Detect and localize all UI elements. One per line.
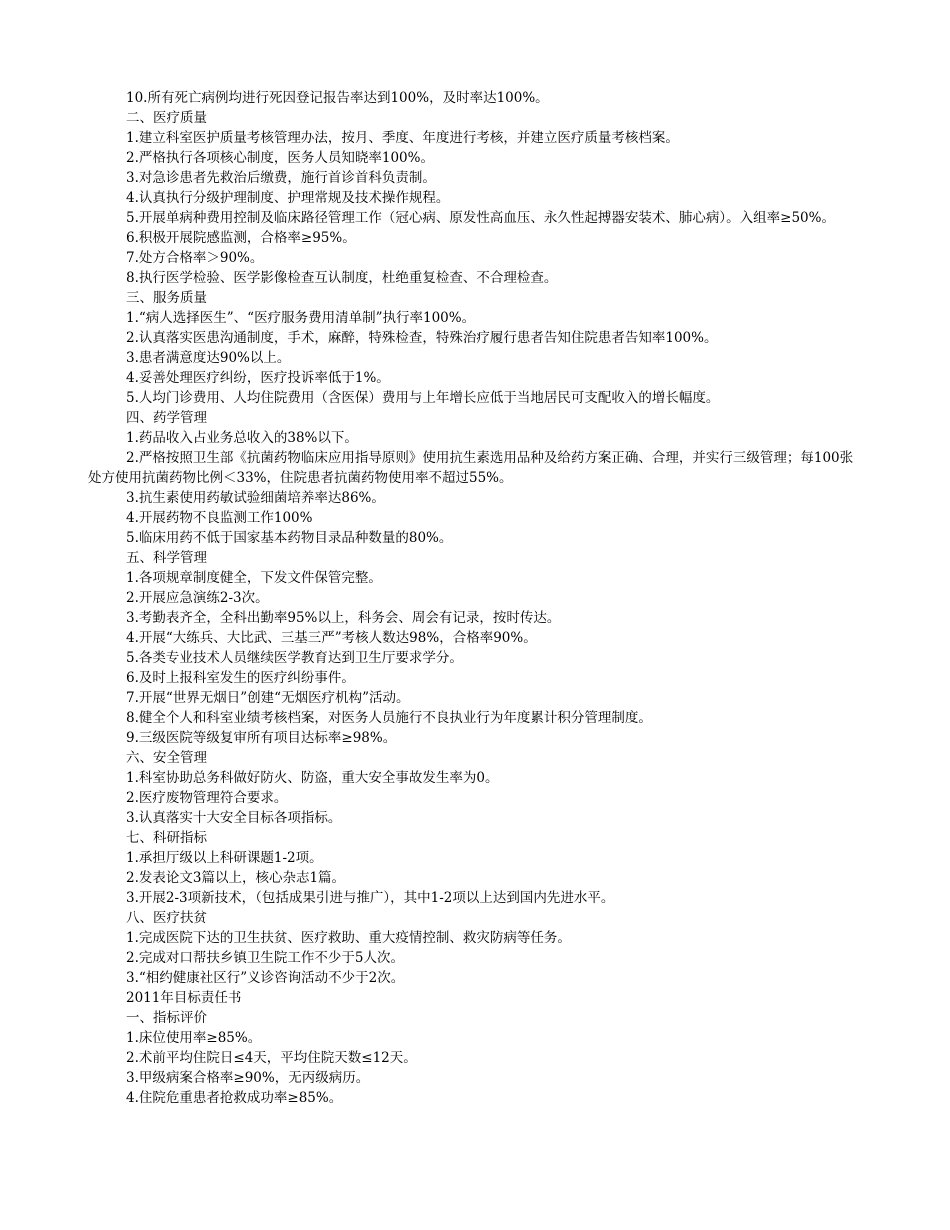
text-line: 6.积极开展院感监测，合格率≥95%。 xyxy=(126,230,356,246)
text-line: 5.临床用药不低于国家基本药物目录品种数量的80%。 xyxy=(126,530,453,546)
text-line: 1.床位使用率≥85%。 xyxy=(126,1030,262,1046)
section-heading: 五、科学管理 xyxy=(126,550,207,566)
text-line: 3.开展2-3项新技术，（包括成果引进与推广），其中1-2项以上达到国内先进水平。 xyxy=(126,890,615,906)
text-line: 1.完成医院下达的卫生扶贫、医疗救助、重大疫情控制、救灾防病等任务。 xyxy=(126,930,571,946)
text-line: 3.患者满意度达90%以上。 xyxy=(126,350,291,366)
text-line: 5.人均门诊费用、人均住院费用（含医保）费用与上年增长应低于当地居民可支配收入的增长幅度。 xyxy=(126,390,720,406)
text-line: 2.严格执行各项核心制度，医务人员知晓率100%。 xyxy=(126,150,434,166)
text-line: 1.承担厅级以上科研课题1-2项。 xyxy=(126,850,323,866)
text-line: 4.住院危重患者抢救成功率≥85%。 xyxy=(126,1090,343,1106)
text-line: 9.三级医院等级复审所有项目达标率≥98%。 xyxy=(126,730,397,746)
section-heading: 一、指标评价 xyxy=(126,1010,207,1026)
section-heading: 六、安全管理 xyxy=(126,750,207,766)
text-line: 2.医疗废物管理符合要求。 xyxy=(126,790,288,806)
section-heading: 二、医疗质量 xyxy=(126,110,207,126)
text-line: 1.各项规章制度健全，下发文件保管完整。 xyxy=(126,570,382,586)
text-line: 3.抗生素使用药敏试验细菌培养率达86%。 xyxy=(126,490,385,506)
text-line: 3.甲级病案合格率≥90%，无丙级病历。 xyxy=(126,1070,370,1086)
text-line: 5.各类专业技术人员继续医学教育达到卫生厅要求学分。 xyxy=(126,650,463,666)
text-line: 7.开展“世界无烟日”创建“无烟医疗机构”活动。 xyxy=(126,690,410,706)
text-line: 1.药品收入占业务总收入的38%以下。 xyxy=(126,430,358,446)
text-line: 4.认真执行分级护理制度、护理常规及技术操作规程。 xyxy=(126,190,450,206)
section-heading: 七、科研指标 xyxy=(126,830,207,846)
section-heading: 八、医疗扶贫 xyxy=(126,910,207,926)
text-line: 3.“相约健康社区行”义诊咨询活动不少于2次。 xyxy=(126,970,405,986)
text-line: 7.处方合格率＞90%。 xyxy=(126,250,264,266)
text-line: 8.执行医学检验、医学影像检查互认制度，杜绝重复检查、不合理检查。 xyxy=(126,270,558,286)
text-line: 3.对急诊患者先救治后缴费，施行首诊首科负责制。 xyxy=(126,170,436,186)
text-line: 2.完成对口帮扶乡镇卫生院工作不少于5人次。 xyxy=(126,950,404,966)
text-line: 4.开展药物不良监测工作100% xyxy=(126,510,313,526)
text-line: 4.妥善处理医疗纠纷，医疗投诉率低于1%。 xyxy=(126,370,390,386)
text-line: 4.开展“大练兵、大比武、三基三严”考核人数达98%，合格率90%。 xyxy=(126,630,537,646)
text-line: 2.严格按照卫生部《抗菌药物临床应用指导原则》使用抗生素选用品种及给药方案正确、合理，并实行三级管理；每100张处方使用抗菌药物比例＜33%，住院患者抗菌药物使用率不超过55%。 xyxy=(88,450,854,486)
document-title: 2011年目标责任书 xyxy=(126,990,242,1006)
text-line: 6.及时上报科室发生的医疗纠纷事件。 xyxy=(126,670,355,686)
text-line: 3.考勤表齐全，全科出勤率95%以上，科务会、周会有记录，按时传达。 xyxy=(126,610,561,626)
text-line: 2.认真落实医患沟通制度，手术，麻醉，特殊检查，特殊治疗履行患者告知住院患者告知率100%。 xyxy=(126,330,718,346)
section-heading: 三、服务质量 xyxy=(126,290,207,306)
text-line: 8.健全个人和科室业绩考核档案，对医务人员施行不良执业行为年度累计积分管理制度。 xyxy=(126,710,652,726)
text-line: 10.所有死亡病例均进行死因登记报告率达到100%，及时率达100%。 xyxy=(126,90,549,106)
text-line: 5.开展单病种费用控制及临床路径管理工作（冠心病、原发性高血压、永久性起搏器安装术、肺心病）。入组率≥50%。 xyxy=(126,210,835,226)
text-line: 3.认真落实十大安全目标各项指标。 xyxy=(126,810,342,826)
text-line: 2.发表论文3篇以上，核心杂志1篇。 xyxy=(126,870,346,886)
text-line: 1.“病人选择医生”、“医疗服务费用清单制”执行率100%。 xyxy=(126,310,476,326)
section-heading: 四、药学管理 xyxy=(126,410,207,426)
text-line: 1.建立科室医护质量考核管理办法，按月、季度、年度进行考核，并建立医疗质量考核档案。 xyxy=(126,130,679,146)
text-line: 2.开展应急演练2-3次。 xyxy=(126,590,269,606)
text-line: 2.术前平均住院日≤4天，平均住院天数≤12天。 xyxy=(126,1050,417,1066)
text-line: 1.科室协助总务科做好防火、防盗，重大安全事故发生率为0。 xyxy=(126,770,499,786)
